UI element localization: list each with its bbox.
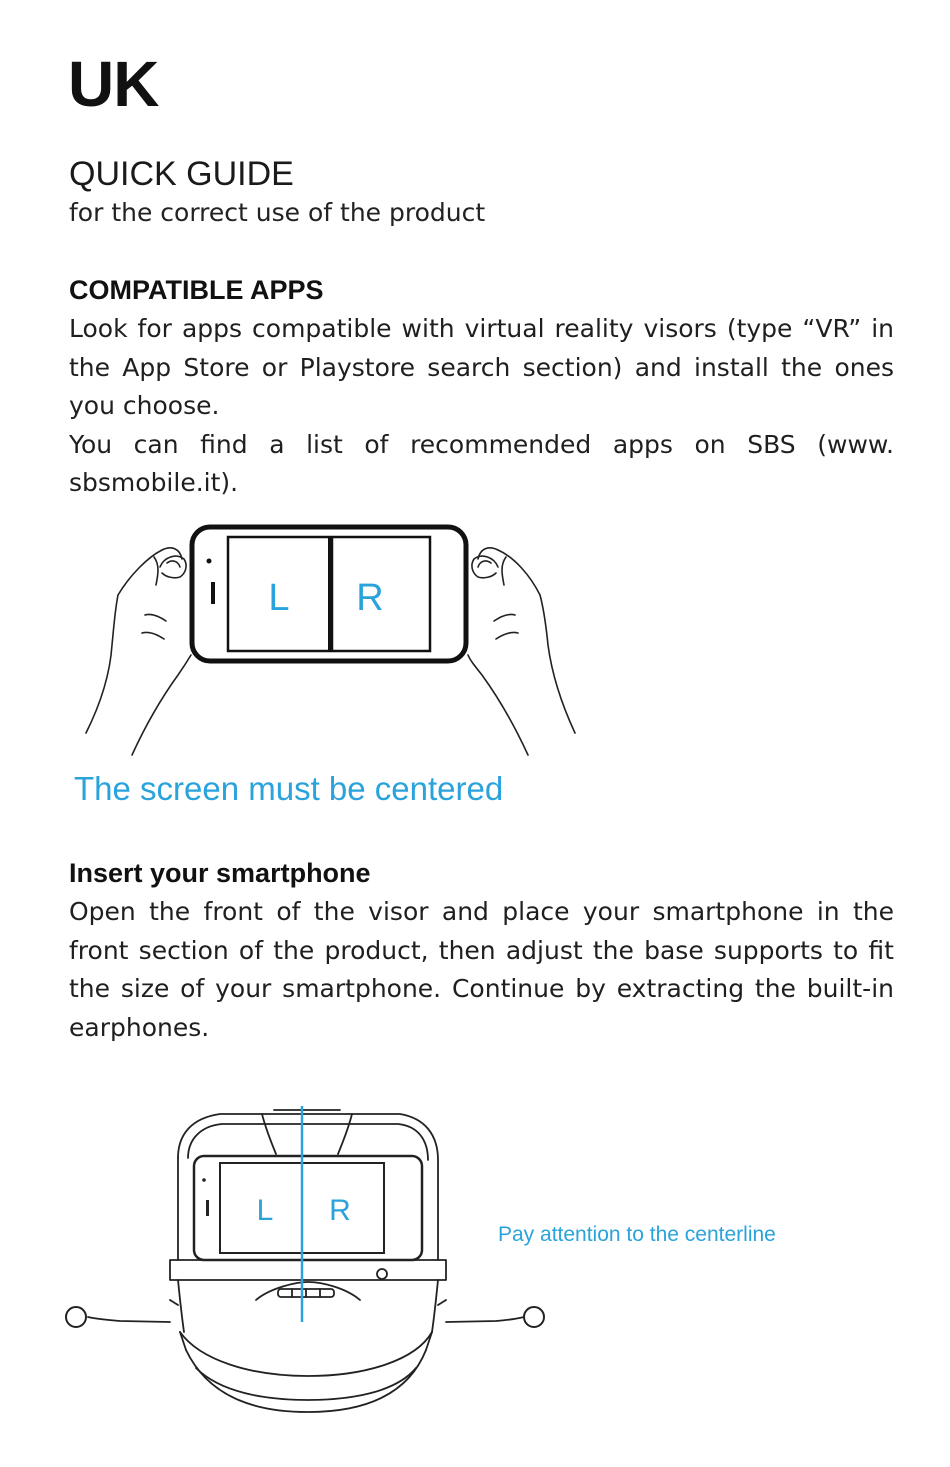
guide-subtitle: for the correct use of the product [69, 198, 486, 227]
compatible-apps-text [69, 310, 894, 503]
vr-visor-illustration [60, 1100, 550, 1420]
compatible-apps-paragraph-2: You can find a list of recommended apps on SBS (www. sbsmobile.it). [69, 429, 894, 497]
insert-smartphone-text [69, 893, 894, 1047]
guide-title: QUICK GUIDE [69, 155, 294, 193]
compatible-apps-heading: COMPATIBLE APPS [69, 275, 324, 305]
language-code: UK [68, 48, 159, 120]
phone-right-label: R [356, 577, 384, 619]
insert-smartphone-paragraph: Open the front of the visor and place your smartphone in the front section of the product, then adjust the base supports to fit the size of your smartphone. Continue by extracting the built-in earphones. [69, 897, 894, 1042]
visor-left-label: L [256, 1194, 274, 1227]
visor-right-label: R [329, 1194, 351, 1227]
insert-smartphone-heading: Insert your smartphone [69, 858, 371, 888]
compatible-apps-paragraph-1: Look for apps compatible with virtual reality visors (type “VR” in the App Store or Playstore search section) and install the ones you choose. [69, 314, 894, 420]
figure-2-caption: Pay attention to the centerline [498, 1223, 776, 1246]
hands-holding-phone-illustration [70, 515, 590, 765]
figure-1-caption: The screen must be centered [74, 770, 504, 807]
phone-left-label: L [268, 577, 290, 619]
